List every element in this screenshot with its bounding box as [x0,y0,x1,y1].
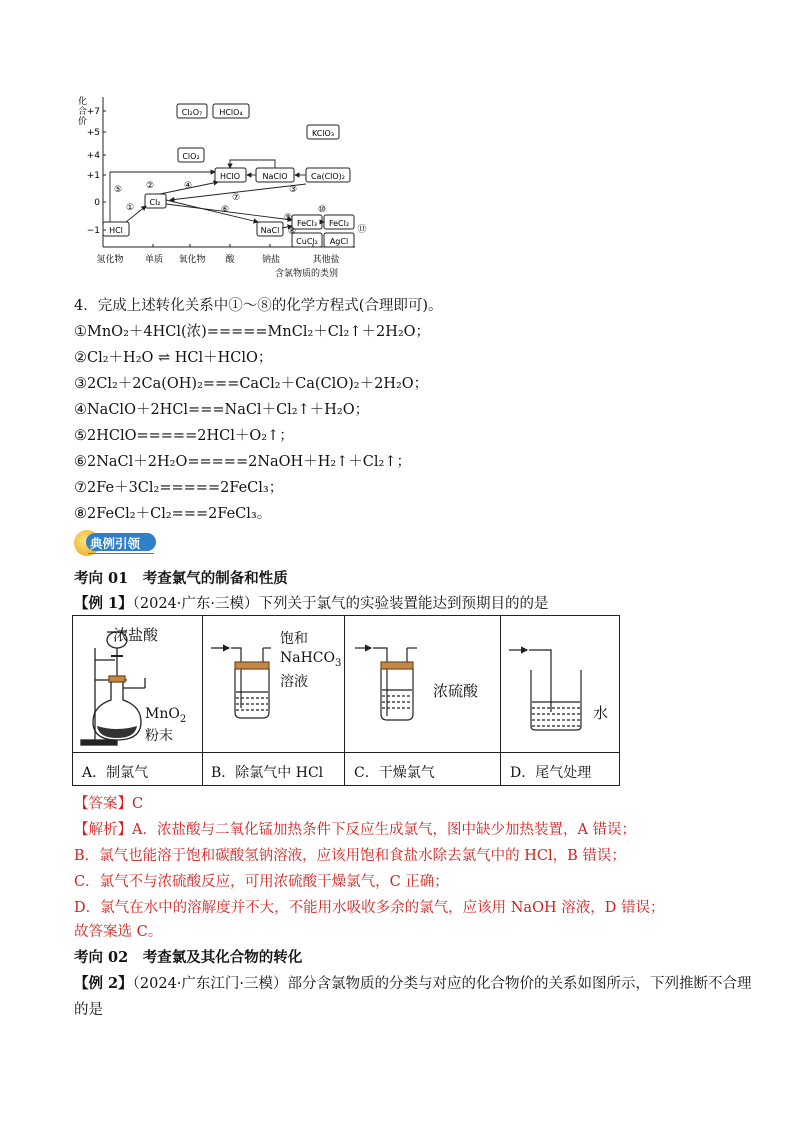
marker-10: ⑩ [317,205,327,215]
equation-5: ⑤2HClO=====2HCl＋O₂↑； [74,428,294,444]
example-1-text: （2024·广东·三模）下列关于氯气的实验装置能达到预期目的的是 [132,596,549,612]
marker-9: ⑨ [283,213,293,223]
apparatus-a-solid: MnO$_2$ 粉末 [145,706,187,744]
species-agcl: AgCl [329,237,349,246]
x-tick: 氢化物 [96,255,124,265]
y-tick: +4 [86,151,100,161]
marker-8: ⑧ [287,227,297,237]
species-hclo: HClO [219,172,241,181]
chlorine-valence-diagram [70,92,370,284]
y-axis-label: 化合价 [78,97,88,127]
option-d: D．尾气处理 [510,765,592,781]
analysis-line-3: C．氯气不与浓硫酸反应，可用浓硫酸干燥氯气，C 正确； [74,874,449,890]
x-axis-label: 含氯物质的类别 [274,269,338,279]
marker-5: ⑤ [113,185,123,195]
species-kclo3: KClO₃ [311,129,335,138]
species-fecl2: FeCl₂ [328,219,350,228]
species-hcl: HCl [109,226,123,235]
species-clo2: ClO₂ [182,152,200,161]
apparatus-c-reagent: 浓硫酸 [433,682,479,700]
direction-1-heading: 考向 01 考查氯气的制备和性质 [74,570,288,587]
option-c: C．干燥氯气 [354,765,435,781]
x-tick: 酸 [225,255,235,265]
species-cucl2: CuCl₂ [296,237,318,246]
apparatus-d-reagent: 水 [593,704,609,722]
x-tick: 单质 [144,255,164,265]
species-cl2o7: Cl₂O₇ [181,108,203,117]
apparatus-table [72,615,620,786]
marker-2: ② [145,181,155,191]
species-cl2: Cl₂ [149,198,161,207]
apparatus-a-reagent: 浓盐酸 [113,626,159,644]
analysis-line-4: D．氯气在水中的溶解度并不大，不能用水吸收多余的氯气，应该用 NaOH 溶液，D 错误； [74,900,665,916]
y-tick: +5 [86,128,100,138]
marker-11: ⑪ [357,225,367,235]
marker-6: ⑥ [220,205,230,215]
analysis-line-1: 【解析】A．浓盐酸与二氧化锰加热条件下反应生成氯气，图中缺少加热装置，A 错误； [74,822,637,838]
option-a: A．制氯气 [82,765,149,781]
badge-label: 典例引领 [90,536,141,551]
marker-7: ⑦ [231,193,241,203]
analysis-line-2: B．氯气也能溶于饱和碳酸氢钠溶液，应该用饱和食盐水除去氯气中的 HCl，B 错误； [74,848,626,864]
section-badge [74,528,158,558]
x-ticks [96,253,339,265]
x-tick: 钠盐 [261,255,281,265]
equation-3: ③2Cl₂＋2Ca(OH)₂===CaCl₂＋Ca(ClO)₂＋2H₂O； [74,376,429,392]
equation-8: ⑧2FeCl₂＋Cl₂===2FeCl₃。 [74,506,272,522]
marker-3: ③ [288,185,298,195]
species-nacl: NaCl [260,226,280,235]
q4-prompt: 4．完成上述转化关系中①～⑧的化学方程式(合理即可)。 [74,298,443,314]
apparatus-b-reagent: 饱和 NaHCO$_3$ 溶液 [280,631,342,690]
example-1-answer: 【答案】C [74,796,144,812]
y-tick: +1 [86,171,100,181]
badge-underline [88,553,154,554]
equation-1: ①MnO₂＋4HCl(浓)=====MnCl₂＋Cl₂↑＋2H₂O； [74,324,431,340]
y-ticks [87,107,101,236]
analysis-tag: 【解析】 [74,822,132,838]
x-tick: 其他盐 [312,255,340,265]
species-naclo: NaClO [262,172,288,181]
example-2-question-line-1: 【例 2】（2024·广东江门·三模）部分含氯物质的分类与对应的化合物价的关系如图所示，下列推断不合理 [74,975,752,992]
apparatus-d-drawing [503,618,617,750]
marker-1: ① [125,203,135,213]
species-fecl3: FeCl₃ [296,219,318,228]
example-2-question-line-2: 的是 [74,1002,103,1018]
marker-4: ④ [183,181,193,191]
equation-4: ④NaClO＋2HCl===NaCl＋Cl₂↑＋H₂O； [74,402,370,418]
species-caclo2: Ca(ClO)₂ [310,172,346,181]
x-tick: 氧化物 [178,255,206,265]
example-1-tag: 【例 1】 [74,595,133,612]
option-b: B．除氯气中 HCl [211,765,324,781]
equation-2: ②Cl₂＋H₂O ⇌ HCl＋HClO； [74,350,273,366]
y-tick: +7 [86,107,100,117]
equation-7: ⑦2Fe＋3Cl₂=====2FeCl₃； [74,480,284,496]
example-1-question [74,592,549,613]
example-2-tag: 【例 2】 [74,975,133,992]
y-tick: −1 [86,226,100,236]
analysis-line-5: 故答案选 C。 [74,924,163,940]
species-hclo4: HClO₄ [219,108,243,117]
y-tick: 0 [94,198,100,208]
equation-6: ⑥2NaCl＋2H₂O=====2NaOH＋H₂↑＋Cl₂↑； [74,454,411,470]
direction-2-heading: 考向 02 考查氯及其化合物的转化 [74,949,303,966]
